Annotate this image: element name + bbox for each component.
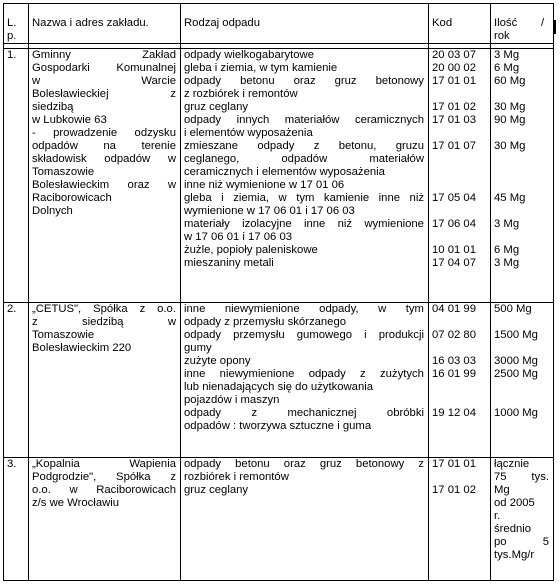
waste-code: 07 02 80 (432, 329, 476, 341)
waste-code: 20 00 02 (432, 62, 476, 74)
waste-type-line: odpady z mechanicznej obróbki (184, 407, 424, 419)
waste-type-line: zużyte opony (184, 355, 251, 367)
waste-code: 17 01 07 (432, 140, 476, 152)
quantity: 3 Mg (494, 218, 520, 230)
facility-name-line: składowisk odpadów w (32, 153, 176, 165)
table-border-horizontal (3, 580, 554, 581)
header-quantity: / (541, 17, 545, 29)
facility-name-line: Bolesławieckim 220 (32, 342, 132, 354)
quantity-line: r. (494, 510, 501, 522)
waste-type-line: odpady z przemysłu skórzanego (184, 316, 347, 328)
row-number: 2. (7, 303, 17, 315)
facility-name-line: - prowadzenie odzysku (32, 127, 176, 139)
quantity: 60 Mg (494, 75, 526, 87)
right-edge-marker (553, 20, 556, 34)
quantity: 3 Mg (494, 49, 520, 61)
waste-type-line: ceramicznych i elementów wyposażenia (184, 166, 385, 178)
waste-type-line: gleba i ziemia, w tym kamienie (184, 62, 338, 74)
waste-type-line: mieszaniny metali (184, 257, 274, 269)
quantity: 45 Mg (494, 192, 526, 204)
quantity-line: średnio (494, 523, 532, 535)
waste-type-line: odpady betonu oraz gruz betonowy (184, 75, 424, 87)
row-number: 1. (7, 49, 17, 61)
table-border-vertical (28, 3, 29, 581)
quantity-line: łącznie (494, 458, 530, 470)
quantity: 3000 Mg (494, 355, 538, 367)
table-border-vertical (553, 3, 554, 581)
waste-code: 17 01 01 (432, 458, 476, 470)
quantity-line: 75 tys. (494, 471, 549, 483)
quantity: 30 Mg (494, 101, 526, 113)
table-border-horizontal (3, 3, 554, 4)
waste-type-line: materiały izolacyjne inne niż wymienione (184, 218, 424, 230)
waste-type-line: gruz ceglany (184, 101, 249, 113)
header-quantity: Ilość (494, 17, 518, 29)
facility-name-line: „CETUS", Spółka z o.o. (32, 303, 176, 315)
facility-name-line: Gminny Zakład (32, 49, 176, 61)
quantity-line: od 2005 (494, 497, 535, 509)
waste-type-line: w 17 06 01 i 17 06 03 (184, 231, 293, 243)
waste-code: 10 01 01 (432, 244, 476, 256)
quantity: 1500 Mg (494, 329, 538, 341)
quantity: 6 Mg (494, 62, 520, 74)
waste-type-line: żużle, popioły paleniskowe (184, 244, 318, 256)
header-code: Kod (432, 17, 453, 29)
waste-code: 04 01 99 (432, 303, 476, 315)
facility-name-line: w Lubkowie 63 (32, 114, 107, 126)
waste-type-line: pojazdów i maszyn (184, 394, 280, 406)
facility-name-line: o.o. w Raciborowicach (32, 484, 176, 496)
waste-code: 17 01 01 (432, 75, 476, 87)
header-name: Nazwa i adres zakładu. (32, 17, 149, 29)
waste-type-line: odpady betonu oraz gruz betonowy z (184, 458, 424, 470)
waste-code: 17 06 04 (432, 218, 476, 230)
quantity: 90 Mg (494, 114, 526, 126)
quantity-line: Mg (494, 484, 510, 496)
waste-type-line: gleba i ziemia, w tym kamienie inne niż (184, 192, 424, 204)
facility-name-line: Tomaszowie (32, 329, 95, 341)
table-border-vertical (3, 3, 4, 581)
waste-type-line: rozbiórek i remontów (184, 471, 289, 483)
facility-name-line: „Kopalnia Wapienia (32, 458, 176, 470)
facility-name-line: z/s we Wrocławiu (32, 497, 120, 509)
facility-name-line: Tomaszowie (32, 166, 95, 178)
waste-code: 17 01 03 (432, 114, 476, 126)
quantity: 6 Mg (494, 244, 520, 256)
header-waste-type: Rodzaj odpadu (184, 17, 261, 29)
waste-type-line: inne niewymienione odpady, w tym (184, 303, 424, 315)
waste-type-line: gruz ceglany (184, 484, 249, 496)
waste-code: 17 04 07 (432, 257, 476, 269)
header-lp: L. (7, 17, 17, 29)
waste-code: 16 01 99 (432, 368, 476, 380)
waste-type-line: odpadów : tworzywa sztuczne i guma (184, 420, 372, 432)
waste-type-line: lub nienadających się do użytkowania (184, 381, 374, 393)
quantity: 30 Mg (494, 140, 526, 152)
waste-type-line: odpady przemysłu gumowego i produkcji (184, 329, 424, 341)
waste-type-line: ceglanego, odpadów materiałów (184, 153, 424, 165)
facility-name-line: z siedzibą w (32, 316, 176, 328)
quantity-line: po 5 (494, 536, 549, 548)
quantity: 2500 Mg (494, 368, 538, 380)
quantity-line: tys.Mg/r (494, 549, 535, 561)
waste-type-line: zmieszane odpady z betonu, gruzu (184, 140, 424, 152)
waste-type-line: i elementów wyposażenia (184, 127, 313, 139)
facility-name-line: Gospodarki Komunalnej (32, 62, 176, 74)
table-border-vertical (428, 3, 429, 581)
table-border-vertical (180, 3, 181, 581)
waste-code: 20 03 07 (432, 49, 476, 61)
waste-type-line: inne niż wymienione w 17 01 06 (184, 179, 345, 191)
waste-code: 19 12 04 (432, 407, 476, 419)
facility-name-line: w Warcie (32, 75, 176, 87)
waste-code: 17 05 04 (432, 192, 476, 204)
facility-name-line: odpadów na terenie (32, 140, 176, 152)
waste-code: 17 01 02 (432, 101, 476, 113)
quantity: 3 Mg (494, 257, 520, 269)
facility-name-line: Raciborowicach (32, 192, 112, 204)
facility-name-line: Podgrodzie", Spółka z (32, 471, 176, 483)
waste-code: 16 03 03 (432, 355, 476, 367)
facility-name-line: siedzibą (32, 101, 74, 113)
header-lp: p. (7, 30, 17, 42)
waste-type-line: wymienione w 17 06 01 i 17 06 03 (184, 205, 355, 217)
waste-type-line: inne niewymienione odpady z zużytych (184, 368, 424, 380)
table-border-vertical (490, 3, 491, 581)
quantity: 500 Mg (494, 303, 532, 315)
table-border-horizontal (3, 43, 554, 44)
waste-code: 17 01 02 (432, 484, 476, 496)
waste-type-line: odpady wielkogabarytowe (184, 49, 314, 61)
waste-type-line: odpady innych materiałów ceramicznych (184, 114, 424, 126)
waste-type-line: z rozbiórek i remontów (184, 88, 298, 100)
quantity: 1000 Mg (494, 407, 538, 419)
header-quantity: rok (494, 30, 510, 42)
facility-name-line: Bolesławieckiej z (32, 88, 176, 100)
facility-name-line: Bolesławieckim oraz w (32, 179, 176, 191)
facility-name-line: Dolnych (32, 205, 73, 217)
waste-type-line: gumy (184, 342, 212, 354)
row-number: 3. (7, 458, 17, 470)
